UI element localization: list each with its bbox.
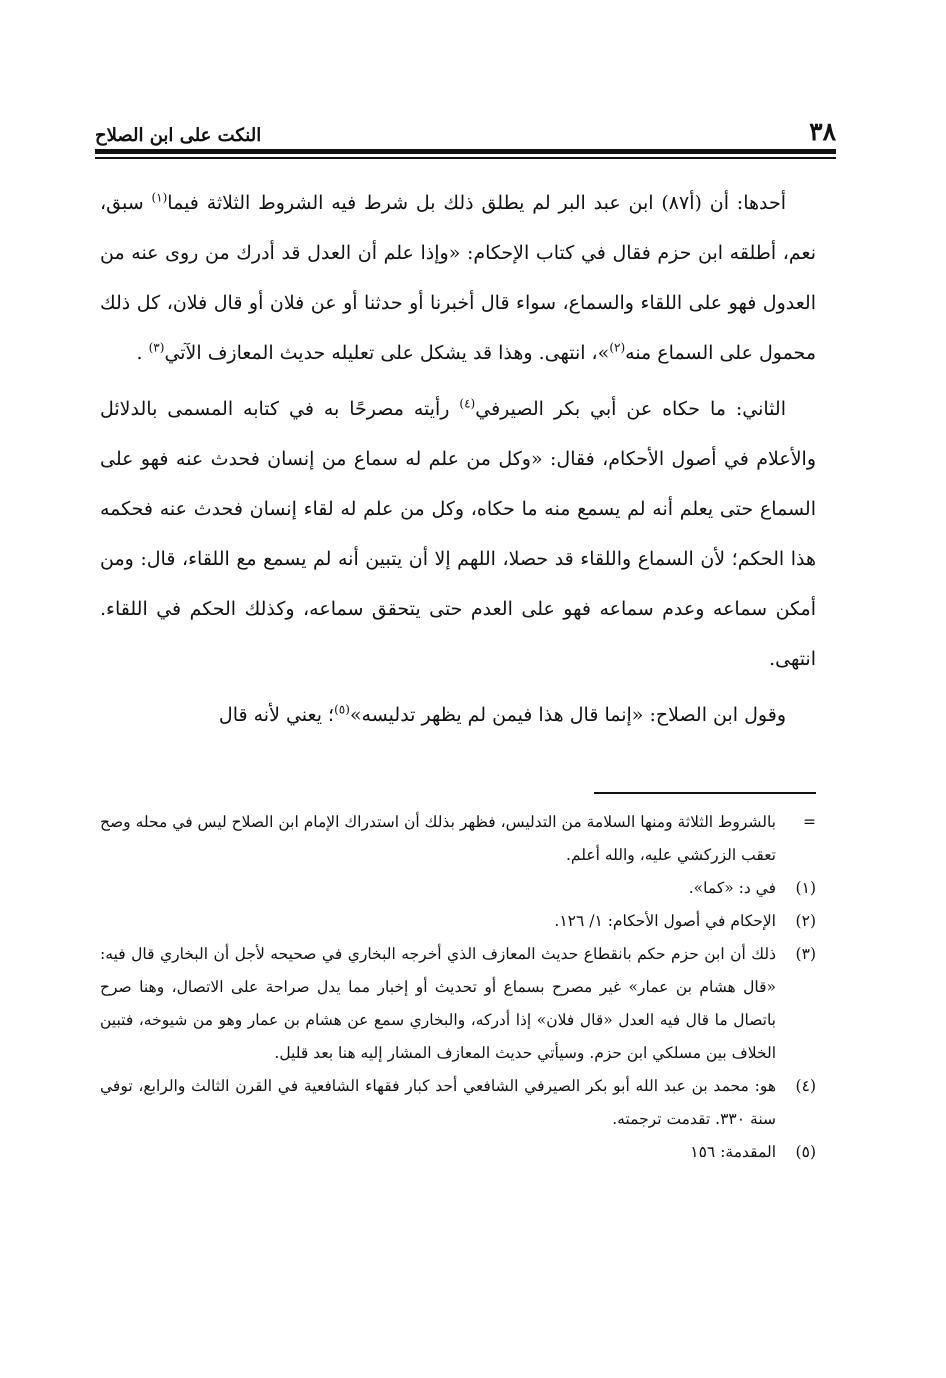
footnote-2 (100, 905, 816, 938)
footnotes (100, 806, 816, 1169)
footnote-ref: (٢) (609, 340, 626, 355)
footnote-ref: (٣) (148, 340, 165, 355)
footnote-text: بالشروط الثلاثة ومنها السلامة من التدليس، فظهر بذلك أن استدراك الإمام ابن الصلاح ليس في محله وصح تعقب الزركشي عليه، والله أعلم. (100, 813, 776, 864)
footnote-marker: = (803, 813, 816, 831)
footnote-3 (100, 938, 816, 1070)
footnote-marker: (٤) (795, 1077, 816, 1095)
main-text (100, 178, 816, 746)
footnote-marker: (٣) (795, 945, 816, 963)
header-rule-thick (95, 149, 836, 154)
paragraph-second: الثاني: ما حكاه عن أبي بكر الصيرفي$^{(٤)}$ رأيته مصرحًا به في كتابه المسمى بالدلائل والأعلام في أصول الأحكام، فقال: «وكل من علم له سماع من إنسان فحدث عنه فهو على السماع حتى يعلم أنه لم يسمع منه ما حكاه، وكل من علم له لقاء إنسان فحدث عنه فحكمه هذا الحكم؛ لأن السماع واللقاء قد حصلا، اللهم إلا أن يتبين أنه لم يسمع مع اللقاء، قال: ومن أمكن سماعه وعدم سماعه فهو على العدم حتى يتحقق سماعه، وكذلك الحكم في اللقاء. انتهى. (100, 396, 816, 670)
running-title: النكت على ابن الصلاح (95, 125, 262, 146)
footnote-text: هو: محمد بن عبد الله أبو بكر الصيرفي الشافعي أحد كبار فقهاء الشافعية في القرن الثالث والرابع، توفي سنة ٣٣٠. تقدمت ترجمته. (100, 1077, 776, 1128)
footnote-marker: (١) (795, 879, 816, 897)
footnote-text: المقدمة: ١٥٦ (690, 1143, 776, 1161)
footnote-separator (594, 792, 816, 794)
footnote-ref: (١) (151, 190, 168, 205)
footnote-1 (100, 872, 816, 905)
footnote-ref: (٥) (334, 702, 350, 717)
footnote-marker: (٢) (795, 912, 816, 930)
footnote-ref: (٤) (459, 396, 476, 411)
footnote-text: الإحكام في أصول الأحكام: ١/ ١٢٦. (554, 912, 776, 930)
footnote-5 (100, 1136, 816, 1169)
page-header (95, 110, 836, 146)
footnote-continuation (100, 806, 816, 872)
footnote-4 (100, 1070, 816, 1136)
paragraph-third: وقول ابن الصلاح: «إنما قال هذا فيمن لم يظهر تدليسه»$^{(٥)}$؛ يعني لأنه قال (218, 702, 786, 726)
footnote-text: ذلك أن ابن حزم حكم بانقطاع حديث المعازف الذي أخرجه البخاري في صحيحه لأجل أن البخاري قال فيه: «قال هشام بن عمار» غير مصرح بسماع أو تحديث أو إخبار مما يدل صراحة على الاتصال، وهنا صرح باتصال ما قال فيه العدل «قال فلان» إذا أدركه، والبخاري سمع عن هشام بن عمار وهو من شيوخه، فتبين الخلاف بين مسلكي ابن حزم. وسيأتي حديث المعازف المشار إليه هنا بعد قليل. (100, 945, 776, 1062)
paragraph-first: أحدها: أن (أ٨٧) ابن عبد البر لم يطلق ذلك بل شرط فيه الشروط الثلاثة فيما$^{(١)}$ سبق، نعم، أطلقه ابن حزم فقال في كتاب الإحكام: «وإذا علم أن العدل قد أدرك من روى عنه من العدول فهو على اللقاء والسماع، سواء قال أخبرنا أو حدثنا أو عن فلان أو قال فلان، كل ذلك محمول على السماع منه$^{(٢)}$»، انتهى. وهذا قد يشكل على تعليله حديث المعازف الآتي$^{(٣)}$ . (100, 190, 816, 364)
footnote-text: في د: «كما». (688, 879, 776, 897)
page-number: ٣٨ (809, 117, 836, 146)
footnote-marker: (٥) (795, 1143, 816, 1161)
header-rule-thin (95, 157, 836, 159)
